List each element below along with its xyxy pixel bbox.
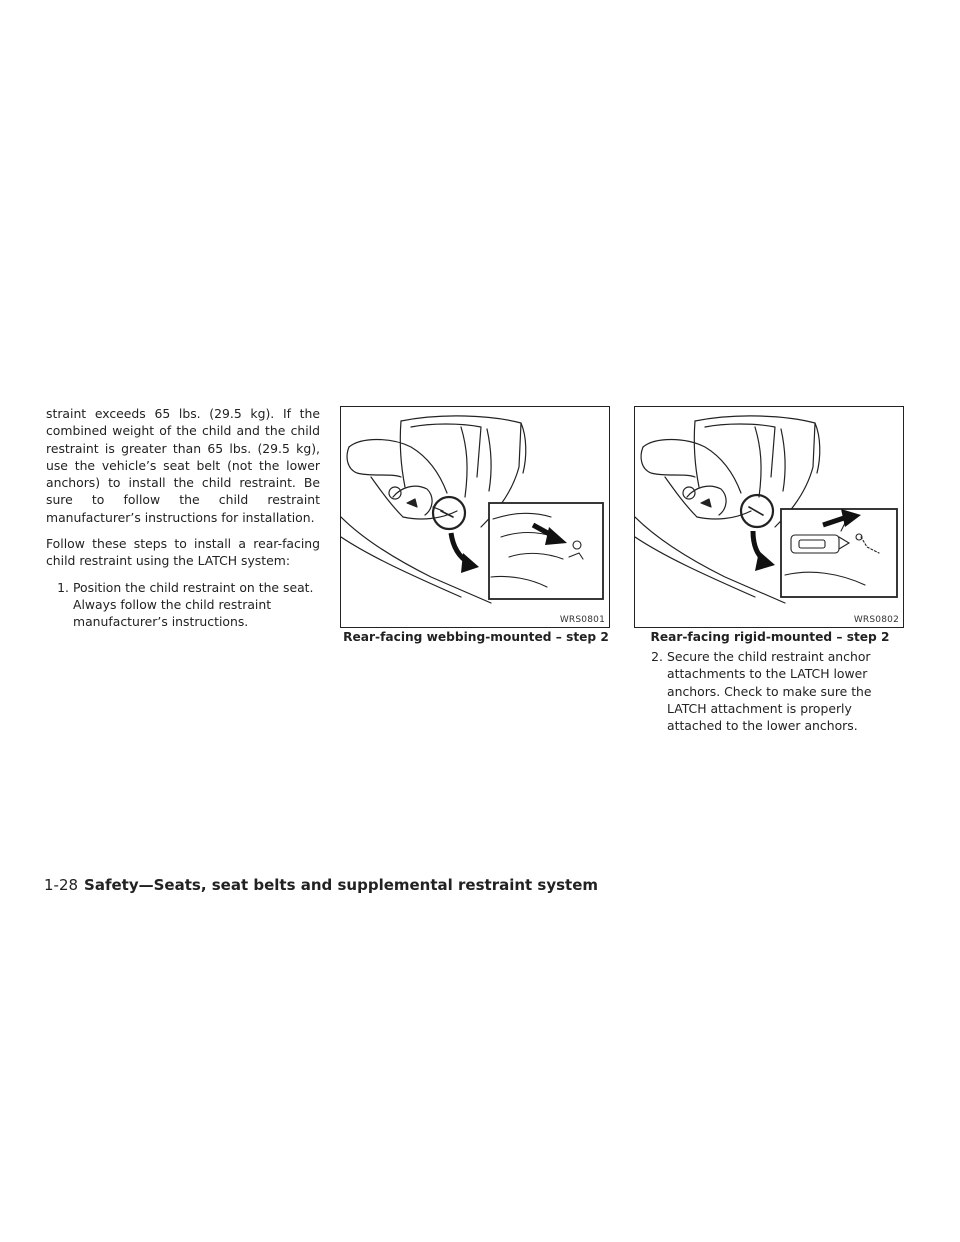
page-footer	[44, 876, 598, 894]
figure-caption-1: Rear-facing webbing-mounted – step 2	[343, 630, 609, 644]
page-number: 1-28	[44, 876, 79, 894]
seat-illustration-webbing	[341, 407, 610, 628]
step-2	[640, 648, 908, 734]
body-column-left	[46, 405, 320, 631]
seat-illustration-rigid	[635, 407, 904, 628]
figure-rigid-mounted	[634, 406, 904, 628]
figure-webbing-mounted	[340, 406, 610, 628]
figure-code-1: WRS0801	[559, 615, 605, 625]
body-column-right	[640, 648, 908, 734]
figure-caption-2: Rear-facing rigid-mounted – step 2	[650, 630, 890, 644]
section-title: Safety—Seats, seat belts and supplemental restraint system	[84, 876, 599, 894]
paragraph-steps-intro: Follow these steps to install a rear-facing child restraint using the LATCH system:	[46, 536, 320, 569]
step-2-text: Secure the child restraint anchor attachments to the LATCH lower anchors. Check to make sure the LATCH attachment is properly attached to the lower anchors.	[667, 649, 872, 734]
step-1-number: 1.	[57, 579, 69, 595]
step-1	[46, 579, 320, 631]
step-2-number: 2.	[651, 649, 663, 664]
figure-code-2: WRS0802	[853, 615, 899, 625]
step-1-text: Position the child restraint on the seat. Always follow the child restraint manufacturer’s instructions.	[73, 579, 314, 630]
paragraph-weight-limit: straint exceeds 65 lbs. (29.5 kg). If the combined weight of the child and the child restraint is greater than 65 lbs. (29.5 kg), use the vehicle’s seat belt (not the lower anchors) to install the child restraint. Be sure to follow the child restraint manufacturer’s instructions for installation.	[46, 406, 320, 525]
